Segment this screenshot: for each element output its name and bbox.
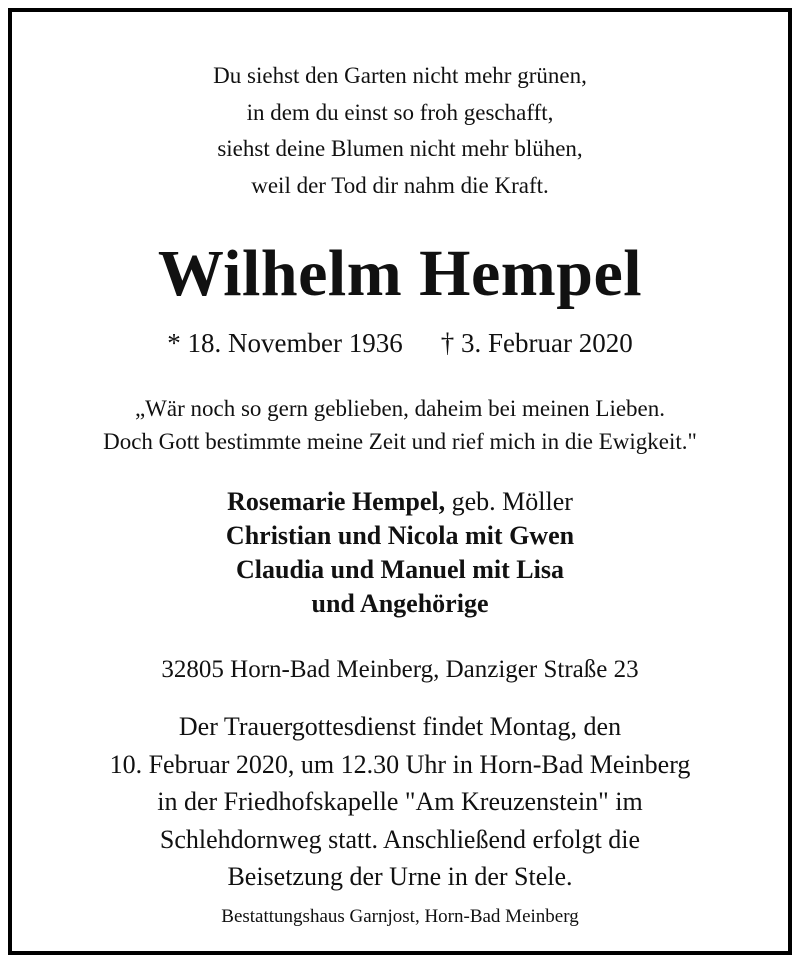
mourner-spouse-name: Rosemarie Hempel, (227, 487, 446, 516)
poem-line: Du siehst den Garten nicht mehr grünen, (213, 63, 587, 88)
obituary-content (12, 12, 788, 951)
mourners (12, 485, 788, 621)
poem-line: siehst deine Blumen nicht mehr blühen, (217, 136, 583, 161)
death-date: † 3. Februar 2020 (440, 328, 633, 358)
service-line: Schlehdornweg statt. Anschließend erfolgt die (159, 824, 641, 854)
mourner-spouse-maiden: geb. Möller (445, 487, 573, 516)
mourner-line: Claudia und Manuel mit Lisa (236, 555, 564, 584)
birth-date: * 18. November 1936 (167, 328, 403, 358)
service-line: Beisetzung der Urne in der Stele. (227, 862, 573, 891)
deceased-name: Wilhelm Hempel (157, 237, 643, 310)
poem (12, 58, 788, 204)
obituary-frame (8, 8, 792, 955)
mourner-line: Christian und Nicola mit Gwen (225, 521, 575, 550)
address: 32805 Horn-Bad Meinberg, Danziger Straße 23 (161, 656, 639, 683)
service-line: in der Friedhofskapelle "Am Kreuzenstein" im (157, 787, 643, 816)
quote (12, 392, 788, 458)
mourner-line (12, 485, 788, 519)
service-line: 10. Februar 2020, um 12.30 Uhr in Horn-Bad Meinberg (109, 749, 691, 779)
quote-line: „Wär noch so gern geblieben, daheim bei meinen Lieben. (134, 396, 666, 421)
undertaker: Bestattungshaus Garnjost, Horn-Bad Meinberg (221, 906, 579, 927)
poem-line: in dem du einst so froh geschafft, (246, 99, 554, 125)
service-info (12, 708, 788, 896)
quote-line: Doch Gott bestimmte meine Zeit und rief mich in die Ewigkeit." (103, 429, 697, 454)
service-line: Der Trauergottesdienst findet Montag, den (178, 712, 622, 741)
mourner-line: und Angehörige (311, 589, 489, 618)
poem-line: weil der Tod dir nahm die Kraft. (251, 172, 549, 198)
life-dates (12, 323, 788, 363)
